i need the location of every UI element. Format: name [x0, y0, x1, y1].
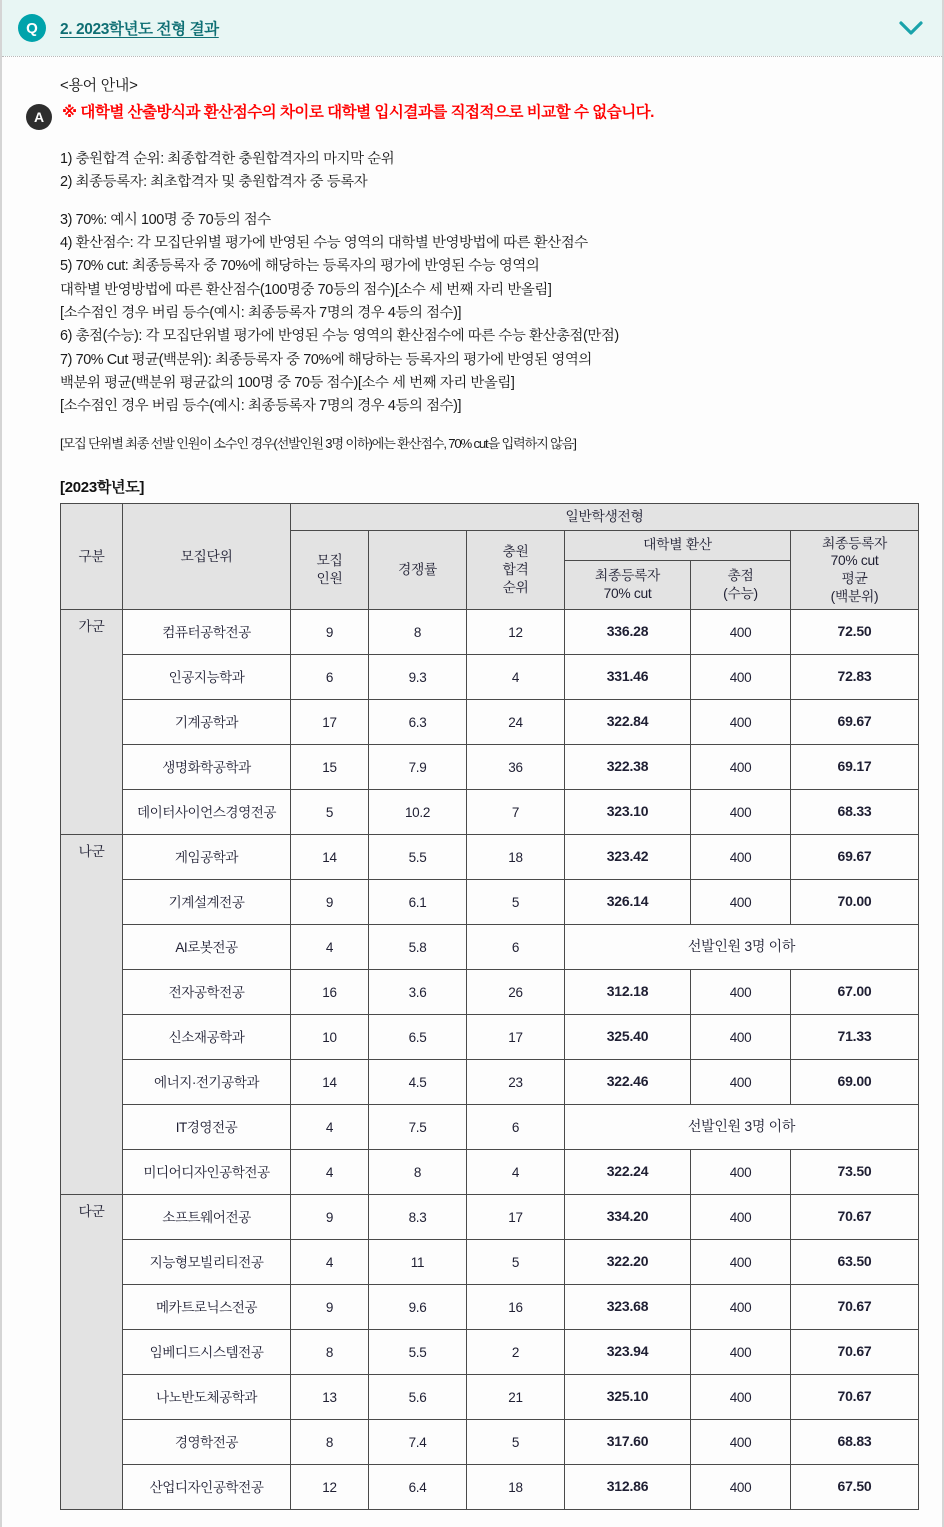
- cell-quota: 4: [291, 925, 369, 970]
- th-rank: [467, 530, 565, 610]
- cell-final-cut: 322.46: [565, 1060, 691, 1105]
- cell-final-cut: 322.38: [565, 745, 691, 790]
- cell-total-score: 400: [691, 1375, 791, 1420]
- table-row: [61, 790, 919, 835]
- table-row: [61, 835, 919, 880]
- cell-percentile-avg: 69.00: [791, 1060, 919, 1105]
- cell-percentile-avg: 70.67: [791, 1285, 919, 1330]
- cell-rank: 17: [467, 1015, 565, 1060]
- th-total-line1: 총점: [727, 568, 754, 584]
- cell-rank: 26: [467, 970, 565, 1015]
- cell-rank: 5: [467, 880, 565, 925]
- cell-ratio: 7.5: [369, 1105, 467, 1150]
- cell-quota: 9: [291, 610, 369, 655]
- cell-ratio: 4.5: [369, 1060, 467, 1105]
- cell-quota: 6: [291, 655, 369, 700]
- cell-total-score: 400: [691, 700, 791, 745]
- cell-final-cut: 336.28: [565, 610, 691, 655]
- th-cut-line1: 최종등록자: [594, 568, 661, 584]
- cell-percentile-avg: 63.50: [791, 1240, 919, 1285]
- cell-total-score: 400: [691, 835, 791, 880]
- cell-total-score: 400: [691, 1420, 791, 1465]
- table-row: [61, 1240, 919, 1285]
- th-group: 구분: [61, 503, 123, 609]
- cell-percentile-avg: 70.00: [791, 880, 919, 925]
- table-row: [61, 1060, 919, 1105]
- th-quota: [291, 530, 369, 610]
- note-line: 6) 총점(수능): 각 모집단위별 평가에 반영된 수능 영역의 환산점수에 따른 수능 환산총점(만점): [60, 328, 619, 345]
- th-avg-line4: (백분위): [830, 588, 879, 604]
- cell-total-score: 400: [691, 1240, 791, 1285]
- cell-rank: 4: [467, 1150, 565, 1195]
- cell-final-cut: 323.94: [565, 1330, 691, 1375]
- th-unit: 모집단위: [123, 503, 291, 609]
- cell-total-score: 400: [691, 1015, 791, 1060]
- cell-final-cut: 326.14: [565, 880, 691, 925]
- th-avg-line1: 최종등록자: [821, 535, 888, 551]
- cell-quota: 17: [291, 700, 369, 745]
- terminology-notes: [60, 148, 918, 454]
- cell-percentile-avg: 67.00: [791, 970, 919, 1015]
- th-total-line2: (수능): [723, 585, 758, 601]
- cell-ratio: 3.6: [369, 970, 467, 1015]
- th-rank-line2: 합격: [502, 562, 529, 578]
- cell-quota: 15: [291, 745, 369, 790]
- th-final-percentile-avg: [791, 530, 919, 610]
- cell-unit: 전자공학전공: [123, 970, 291, 1015]
- question-badge-icon: Q: [18, 14, 46, 42]
- cell-ratio: 9.6: [369, 1285, 467, 1330]
- cell-unit: 인공지능학과: [123, 655, 291, 700]
- cell-rank: 5: [467, 1420, 565, 1465]
- note-line: 3) 70%: 예시 100명 중 70등의 점수: [60, 211, 271, 228]
- cell-quota: 14: [291, 1060, 369, 1105]
- cell-unit: 데이터사이언스경영전공: [123, 790, 291, 835]
- th-cut-line2: 70% cut: [603, 585, 652, 601]
- cell-total-score: 400: [691, 1465, 791, 1510]
- comparison-warning-text: ※ 대학별 산출방식과 환산점수의 차이로 대학별 입시결과를 직접적으로 비교할 수 없습니다.: [62, 104, 654, 121]
- cell-unit: 메카트로닉스전공: [123, 1285, 291, 1330]
- cell-quota: 12: [291, 1465, 369, 1510]
- cell-percentile-avg: 67.50: [791, 1465, 919, 1510]
- admission-results-table: [60, 503, 919, 1510]
- cell-unit: 신소재공학과: [123, 1015, 291, 1060]
- notes-block-2: [60, 209, 918, 419]
- cell-unit: 임베디드시스템전공: [123, 1330, 291, 1375]
- cell-quota: 9: [291, 880, 369, 925]
- cell-total-score: 400: [691, 745, 791, 790]
- table-head: [61, 503, 919, 609]
- th-rank-line3: 순위: [502, 579, 529, 595]
- cell-final-cut: 322.84: [565, 700, 691, 745]
- cell-quota: 16: [291, 970, 369, 1015]
- cell-quota: 4: [291, 1150, 369, 1195]
- cell-quota: 4: [291, 1240, 369, 1285]
- cell-quota: 9: [291, 1195, 369, 1240]
- cell-total-score: 400: [691, 1195, 791, 1240]
- cell-ratio: 6.3: [369, 700, 467, 745]
- cell-unit: 지능형모빌리티전공: [123, 1240, 291, 1285]
- cell-total-score: 400: [691, 1330, 791, 1375]
- table-row: [61, 1015, 919, 1060]
- th-total-score: [691, 560, 791, 610]
- th-quota-line1: 모집: [316, 553, 343, 569]
- term-guide-title: <용어 안내>: [60, 77, 138, 94]
- note-line: 7) 70% Cut 평균(백분위): 최종등록자 중 70%에 해당하는 등록자의 평가에 반영된 영역의: [60, 351, 592, 368]
- cell-unit: 기계공학과: [123, 700, 291, 745]
- cell-unit: 산업디자인공학전공: [123, 1465, 291, 1510]
- th-university-conversion: 대학별 환산: [565, 530, 791, 560]
- cell-ratio: 6.5: [369, 1015, 467, 1060]
- cell-unit: AI로봇전공: [123, 925, 291, 970]
- cell-unit: 컴퓨터공학전공: [123, 610, 291, 655]
- cell-rank: 36: [467, 745, 565, 790]
- note-line: 4) 환산점수: 각 모집단위별 평가에 반영된 수능 영역의 대학별 반영방법에 따른 환산점수: [60, 234, 588, 251]
- question-title[interactable]: 2. 2023학년도 전형 결과: [60, 21, 219, 38]
- table-row: [61, 1465, 919, 1510]
- cell-percentile-avg: 70.67: [791, 1195, 919, 1240]
- note-line: 백분위 평균(백분위 평균값의 100명 중 70등 점수)[소수 세 번째 자리 반올림]: [60, 374, 515, 391]
- table-row: [61, 880, 919, 925]
- cell-percentile-avg: 69.17: [791, 745, 919, 790]
- note-line: [소수점인 경우 버림 등수(예시: 최종등록자 7명의 경우 4등의 점수)]: [60, 304, 462, 321]
- answer-badge-icon: A: [26, 104, 52, 130]
- cell-rank: 7: [467, 790, 565, 835]
- table-body: [61, 610, 919, 1510]
- table-row: [61, 745, 919, 790]
- table-row: [61, 1285, 919, 1330]
- cell-quota: 14: [291, 835, 369, 880]
- cell-total-score: 400: [691, 655, 791, 700]
- cell-rank: 23: [467, 1060, 565, 1105]
- note-line: 1) 충원합격 순위: 최종합격한 충원합격자의 마지막 순위: [60, 151, 395, 167]
- cell-rank: 24: [467, 700, 565, 745]
- table-caption: [2023학년도]: [60, 478, 145, 496]
- cell-quota: 10: [291, 1015, 369, 1060]
- cell-rank: 17: [467, 1195, 565, 1240]
- table-row: [61, 1420, 919, 1465]
- table-row: [61, 1375, 919, 1420]
- cell-final-cut: 325.10: [565, 1375, 691, 1420]
- table-row: [61, 1195, 919, 1240]
- th-quota-line2: 인원: [316, 570, 343, 586]
- cell-rank: 18: [467, 1465, 565, 1510]
- answer-warning-row: [26, 103, 918, 130]
- cell-rank: 21: [467, 1375, 565, 1420]
- cell-final-cut: 323.42: [565, 835, 691, 880]
- cell-merged-note: 선발인원 3명 이하: [565, 1105, 919, 1150]
- table-row: [61, 970, 919, 1015]
- cell-quota: 8: [291, 1420, 369, 1465]
- cell-final-cut: 331.46: [565, 655, 691, 700]
- cell-quota: 5: [291, 790, 369, 835]
- cell-rank: 18: [467, 835, 565, 880]
- table-row: [61, 655, 919, 700]
- cell-ratio: 10.2: [369, 790, 467, 835]
- note-line: 대학별 반영방법에 따른 환산점수(100명중 70등의 점수)[소수 세 번째 자리 반올림]: [60, 281, 552, 298]
- cell-rank: 12: [467, 610, 565, 655]
- cell-total-score: 400: [691, 1285, 791, 1330]
- cell-final-cut: 317.60: [565, 1420, 691, 1465]
- cell-unit: 미디어디자인공학전공: [123, 1150, 291, 1195]
- cell-percentile-avg: 70.67: [791, 1330, 919, 1375]
- cell-rank: 5: [467, 1240, 565, 1285]
- group-cell: 다군: [61, 1195, 123, 1510]
- cell-final-cut: 325.40: [565, 1015, 691, 1060]
- answer-body: [2, 56, 942, 1520]
- cell-percentile-avg: 69.67: [791, 835, 919, 880]
- th-avg-line2: 70% cut: [830, 553, 879, 569]
- th-avg-line3: 평균: [841, 570, 868, 586]
- cell-unit: IT경영전공: [123, 1105, 291, 1150]
- cell-percentile-avg: 71.33: [791, 1015, 919, 1060]
- cell-ratio: 5.5: [369, 1330, 467, 1375]
- table-header-row-1: [61, 503, 919, 530]
- cell-total-score: 400: [691, 610, 791, 655]
- note-line: [소수점인 경우 버림 등수(예시: 최종등록자 7명의 경우 4등의 점수)]: [60, 398, 462, 415]
- cell-unit: 기계설계전공: [123, 880, 291, 925]
- th-admission-type: 일반학생전형: [291, 503, 919, 530]
- cell-percentile-avg: 68.33: [791, 790, 919, 835]
- cell-unit: 소프트웨어전공: [123, 1195, 291, 1240]
- cell-total-score: 400: [691, 790, 791, 835]
- cell-final-cut: 323.68: [565, 1285, 691, 1330]
- table-row: [61, 610, 919, 655]
- cell-percentile-avg: 69.67: [791, 700, 919, 745]
- cell-quota: 9: [291, 1285, 369, 1330]
- group-cell: 가군: [61, 610, 123, 835]
- cell-quota: 13: [291, 1375, 369, 1420]
- th-rank-line1: 충원: [502, 544, 529, 560]
- cell-ratio: 7.9: [369, 745, 467, 790]
- cell-final-cut: 312.18: [565, 970, 691, 1015]
- cell-percentile-avg: 68.83: [791, 1420, 919, 1465]
- cell-percentile-avg: 72.50: [791, 610, 919, 655]
- chevron-down-icon[interactable]: [894, 11, 928, 45]
- table-row: [61, 925, 919, 970]
- cell-rank: 2: [467, 1330, 565, 1375]
- th-final-cut: [565, 560, 691, 610]
- th-ratio: 경쟁률: [369, 530, 467, 610]
- table-row: [61, 1105, 919, 1150]
- cell-ratio: 6.1: [369, 880, 467, 925]
- cell-quota: 4: [291, 1105, 369, 1150]
- cell-unit: 에너지·전기공학과: [123, 1060, 291, 1105]
- cell-rank: 4: [467, 655, 565, 700]
- notes-block-1: [60, 148, 918, 195]
- cell-ratio: 6.4: [369, 1465, 467, 1510]
- cell-percentile-avg: 73.50: [791, 1150, 919, 1195]
- cell-ratio: 8.3: [369, 1195, 467, 1240]
- cell-percentile-avg: 72.83: [791, 655, 919, 700]
- cell-total-score: 400: [691, 880, 791, 925]
- cell-total-score: 400: [691, 970, 791, 1015]
- cell-ratio: 5.8: [369, 925, 467, 970]
- cell-final-cut: 323.10: [565, 790, 691, 835]
- cell-final-cut: 334.20: [565, 1195, 691, 1240]
- cell-percentile-avg: 70.67: [791, 1375, 919, 1420]
- cell-unit: 경영학전공: [123, 1420, 291, 1465]
- cell-rank: 16: [467, 1285, 565, 1330]
- note-line: [모집 단위별 최종 선발 인원이 소수인 경우(선발인원 3명 이하)에는 환산점수, 70% cut을 입력하지 않음]: [60, 435, 576, 451]
- note-line: 2) 최종등록자: 최초합격자 및 충원합격자 중 등록자: [60, 174, 368, 191]
- cell-merged-note: 선발인원 3명 이하: [565, 925, 919, 970]
- cell-unit: 나노반도체공학과: [123, 1375, 291, 1420]
- cell-ratio: 5.5: [369, 835, 467, 880]
- table-row: [61, 1150, 919, 1195]
- cell-ratio: 9.3: [369, 655, 467, 700]
- cell-rank: 6: [467, 1105, 565, 1150]
- cell-final-cut: 322.20: [565, 1240, 691, 1285]
- cell-final-cut: 322.24: [565, 1150, 691, 1195]
- cell-unit: 게임공학과: [123, 835, 291, 880]
- cell-ratio: 8: [369, 1150, 467, 1195]
- cell-ratio: 8: [369, 610, 467, 655]
- group-cell: 나군: [61, 835, 123, 1195]
- notes-block-3: [60, 433, 918, 454]
- cell-ratio: 11: [369, 1240, 467, 1285]
- cell-total-score: 400: [691, 1060, 791, 1105]
- table-row: [61, 700, 919, 745]
- note-line: 5) 70% cut: 최종등록자 중 70%에 해당하는 등록자의 평가에 반영된 수능 영역의: [60, 258, 540, 275]
- cell-rank: 6: [467, 925, 565, 970]
- cell-quota: 8: [291, 1330, 369, 1375]
- table-row: [61, 1330, 919, 1375]
- cell-total-score: 400: [691, 1150, 791, 1195]
- cell-ratio: 5.6: [369, 1375, 467, 1420]
- cell-ratio: 7.4: [369, 1420, 467, 1465]
- cell-unit: 생명화학공학과: [123, 745, 291, 790]
- question-header-bar[interactable]: [2, 0, 942, 56]
- cell-final-cut: 312.86: [565, 1465, 691, 1510]
